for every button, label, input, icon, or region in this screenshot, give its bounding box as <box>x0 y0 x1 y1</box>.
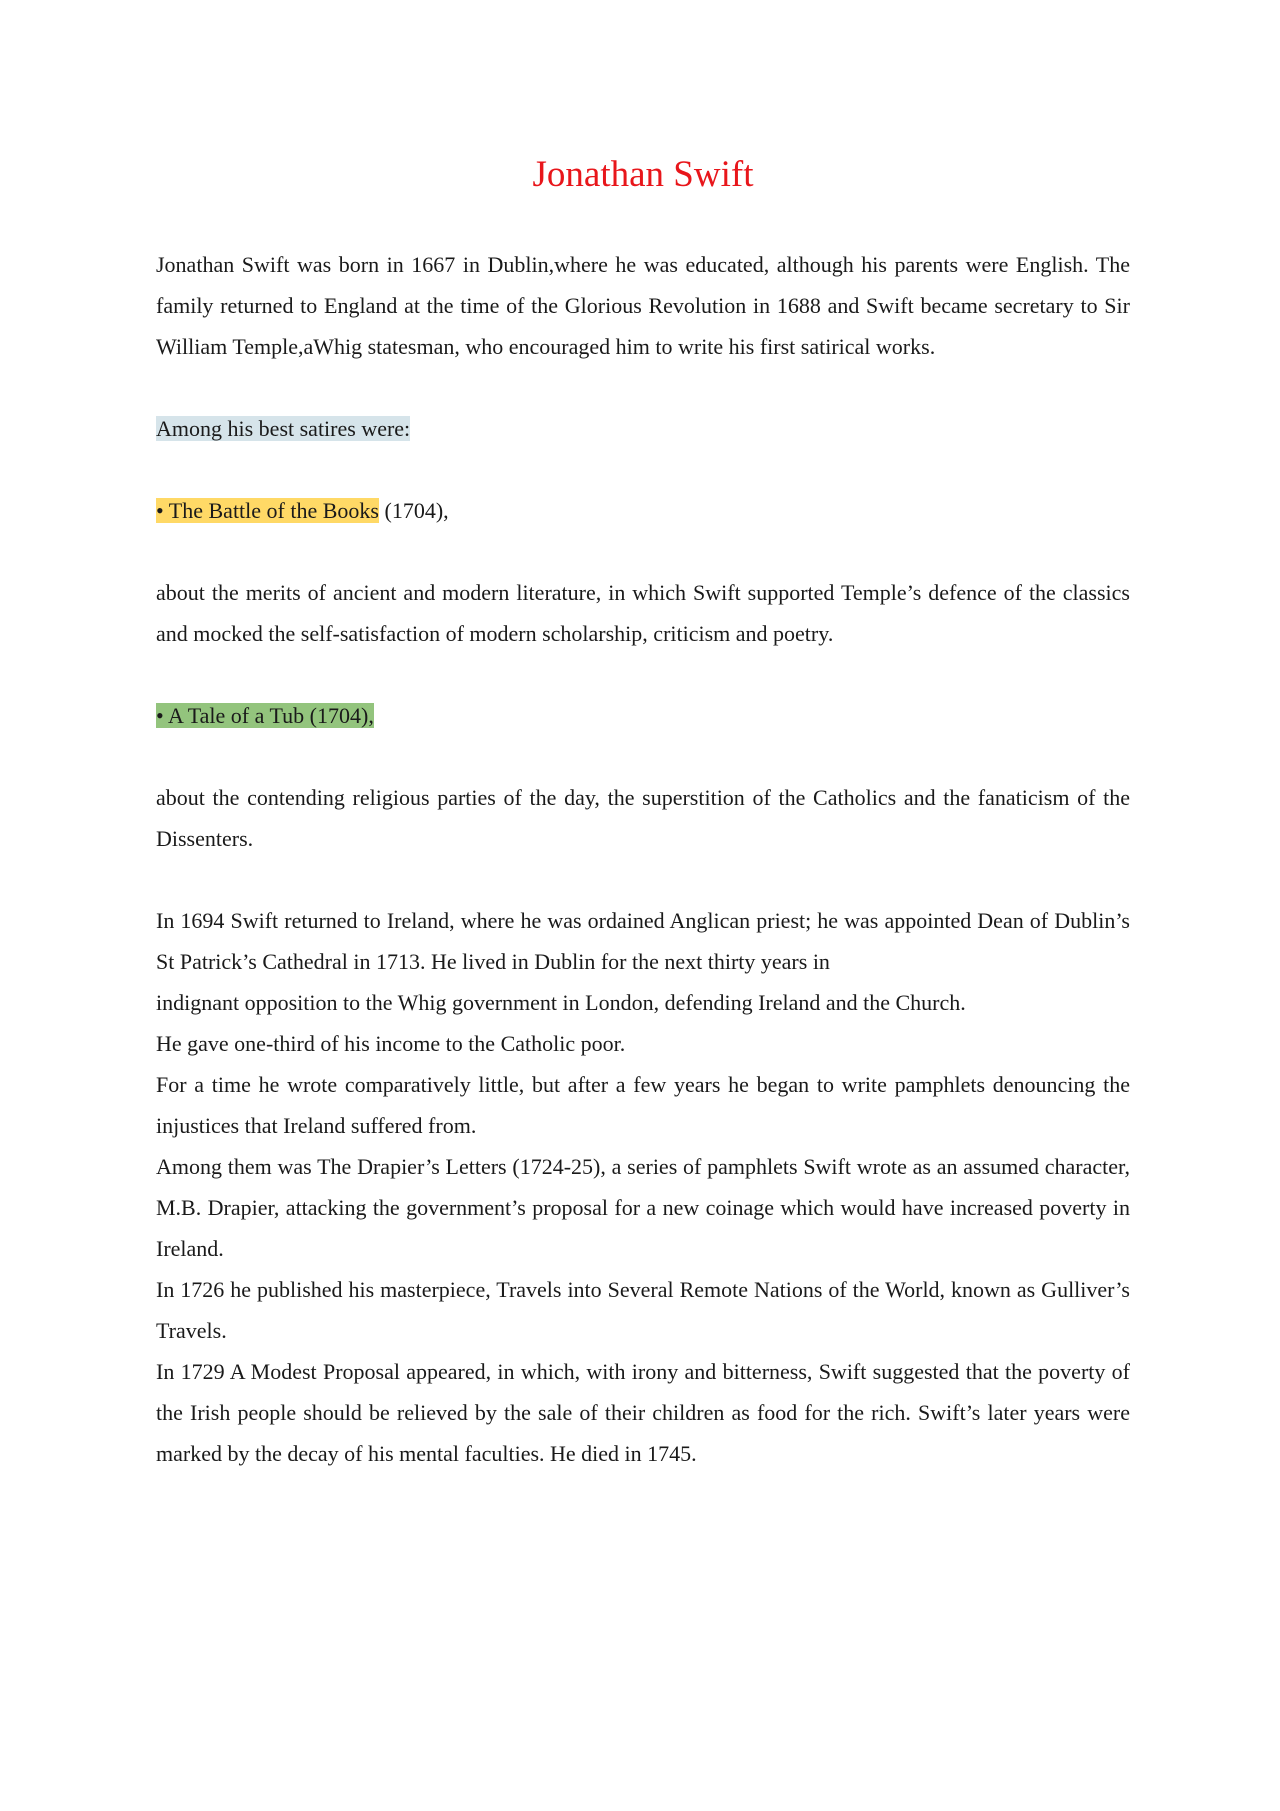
spacer <box>156 654 1130 695</box>
spacer <box>156 859 1130 900</box>
satire1-year: (1704), <box>379 498 449 523</box>
spacer <box>156 531 1130 572</box>
document-page <box>156 150 1130 1474</box>
satire1-description: about the merits of ancient and modern literature, in which Swift supported Temple’s defence of the classics and mocked the self-satisfaction of modern scholarship, criticism and poetry. <box>156 580 1130 646</box>
satire2-description: about the contending religious parties of the day, the superstition of the Catholics and the fanaticism of the Dissenters. <box>156 785 1130 851</box>
drapier-paragraph: Among them was The Drapier’s Letters (1724-25), a series of pamphlets Swift wrote as an assumed character, M.B. Drapier, attacking the government’s proposal for a new coinage which would have increased poverty in Ireland. <box>156 1154 1130 1261</box>
ireland-paragraph-continued: indignant opposition to the Whig government in London, defending Ireland and the Church. <box>156 990 966 1015</box>
document-title: Jonathan Swift <box>532 154 754 195</box>
income-paragraph: He gave one-third of his income to the Catholic poor. <box>156 1031 626 1056</box>
spacer <box>156 736 1130 777</box>
spacer <box>156 367 1130 408</box>
satire1-title: • The Battle of the Books <box>156 498 379 523</box>
satire1-line <box>156 490 1130 531</box>
satire2-line <box>156 695 1130 736</box>
spacer <box>156 449 1130 490</box>
pamphlets-paragraph: For a time he wrote comparatively little, but after a few years he began to write pamphlets denouncing the injustices that Ireland suffered from. <box>156 1072 1130 1138</box>
satires-heading-line <box>156 408 1130 449</box>
gulliver-paragraph: In 1726 he published his masterpiece, Travels into Several Remote Nations of the World, known as Gulliver’s Travels. <box>156 1277 1130 1343</box>
satires-heading: Among his best satires were: <box>156 416 411 441</box>
intro-paragraph: Jonathan Swift was born in 1667 in Dublin,where he was educated, although his parents were English. The family returned to England at the time of the Glorious Revolution in 1688 and Swift became secretary to Sir William Temple,aWhig statesman, who encouraged him to write his first satirical works. <box>156 252 1130 359</box>
modest-proposal-paragraph: In 1729 A Modest Proposal appeared, in which, with irony and bitterness, Swift suggested that the poverty of the Irish people should be relieved by the sale of their children as food for the rich. Swift’s later years were marked by the decay of his mental faculties. He died in 1745. <box>156 1359 1130 1466</box>
satire2-title: • A Tale of a Tub (1704), <box>156 703 374 728</box>
ireland-paragraph: In 1694 Swift returned to Ireland, where he was ordained Anglican priest; he was appointed Dean of Dublin’s St Patrick’s Cathedral in 1713. He lived in Dublin for the next thirty years in <box>156 908 1130 974</box>
